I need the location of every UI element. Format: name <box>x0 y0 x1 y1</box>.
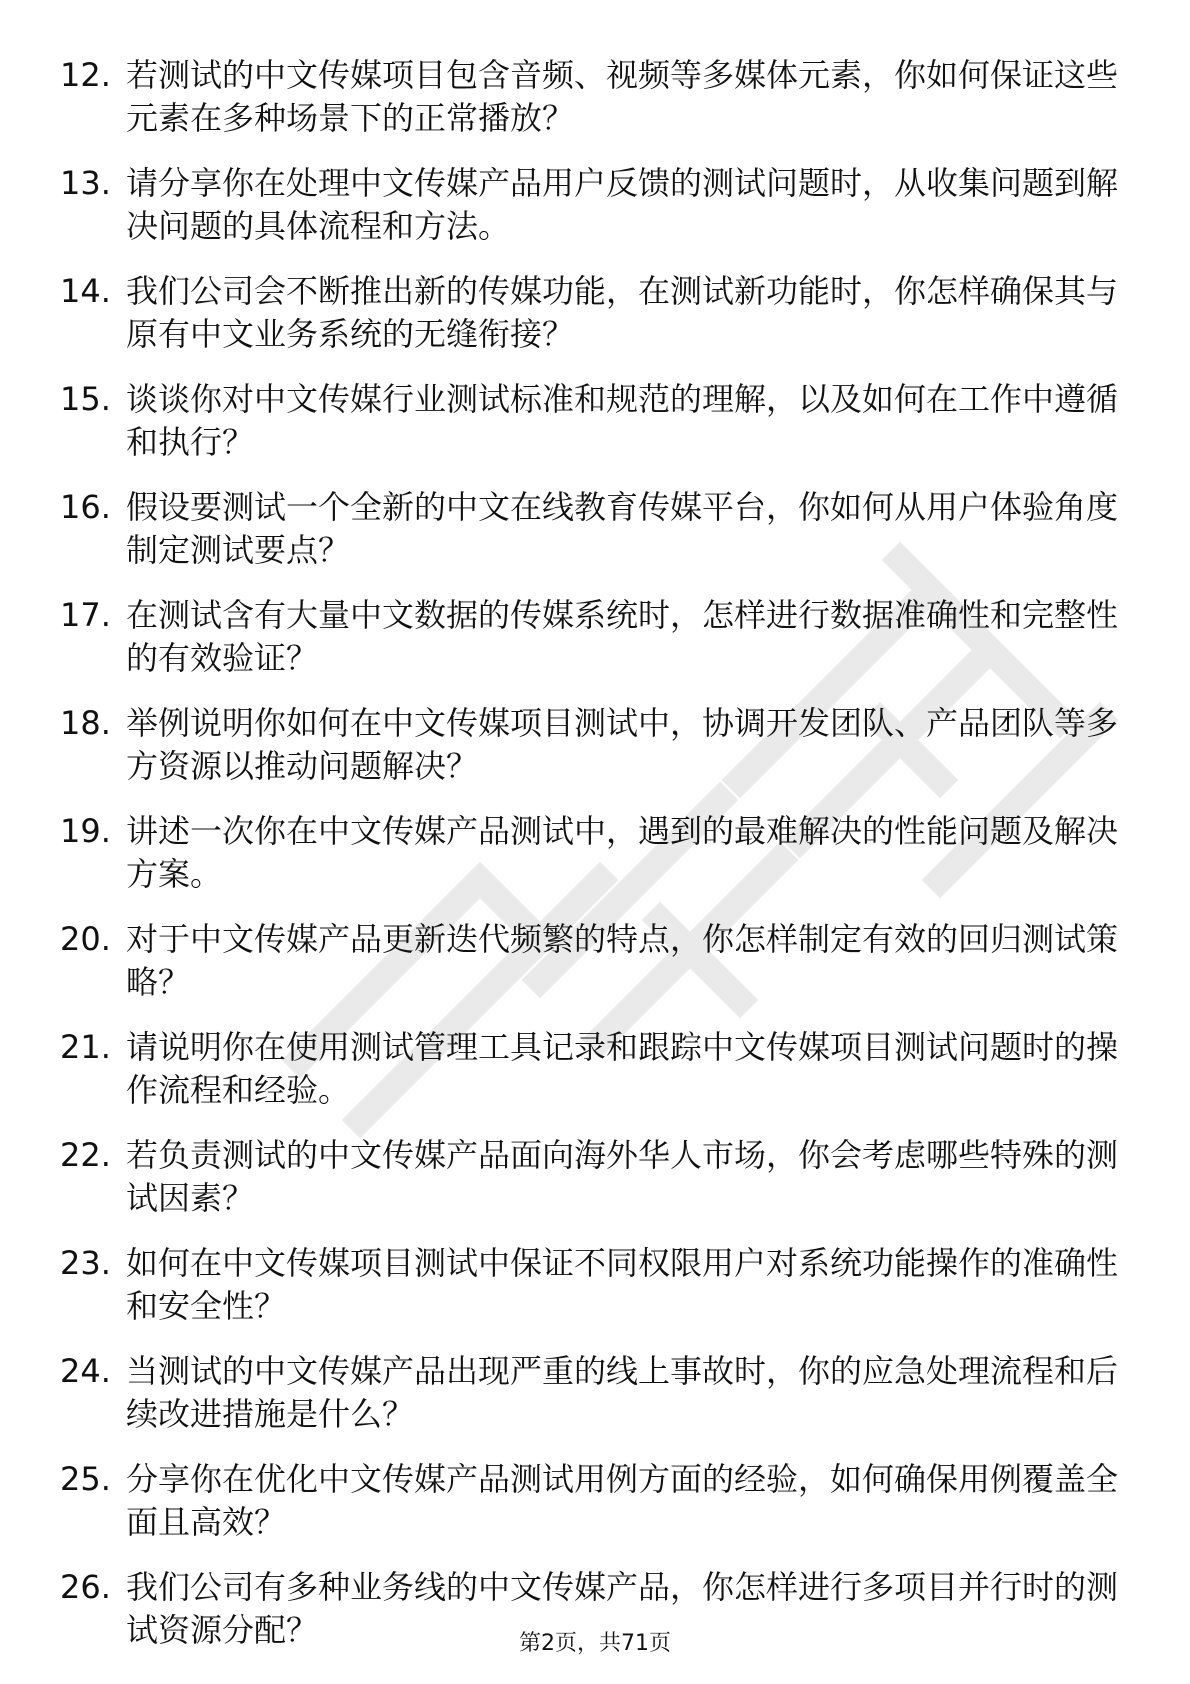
question-text: 在测试含有大量中文数据的传媒系统时，怎样进行数据准确性和完整性的有效验证？ <box>126 596 1119 677</box>
question-item-24 <box>60 1350 1120 1436</box>
question-text: 如何在中文传媒项目测试中保证不同权限用户对系统功能操作的准确性和安全性？ <box>126 1244 1119 1325</box>
question-item-21 <box>60 1026 1120 1112</box>
question-item-13 <box>60 162 1120 248</box>
question-text: 举例说明你如何在中文传媒项目测试中，协调开发团队、产品团队等多方资源以推动问题解决？ <box>126 704 1119 785</box>
question-item-19 <box>60 810 1120 896</box>
question-text: 假设要测试一个全新的中文在线教育传媒平台，你如何从用户体验角度制定测试要点？ <box>126 488 1119 569</box>
question-item-14 <box>60 270 1120 356</box>
question-text: 请分享你在处理中文传媒产品用户反馈的测试问题时，从收集问题到解决问题的具体流程和方法。 <box>126 164 1119 245</box>
question-text: 当测试的中文传媒产品出现严重的线上事故时，你的应急处理流程和后续改进措施是什么？ <box>126 1352 1119 1433</box>
question-item-25 <box>60 1458 1120 1544</box>
question-text: 分享你在优化中文传媒产品测试用例方面的经验，如何确保用例覆盖全面且高效？ <box>126 1460 1119 1541</box>
question-number: 15. <box>60 380 111 418</box>
question-number: 16. <box>60 488 111 526</box>
question-number: 19. <box>60 812 111 850</box>
question-text: 请说明你在使用测试管理工具记录和跟踪中文传媒项目测试问题时的操作流程和经验。 <box>126 1028 1119 1109</box>
question-text: 对于中文传媒产品更新迭代频繁的特点，你怎样制定有效的回归测试策略？ <box>126 920 1119 1001</box>
question-item-16 <box>60 486 1120 572</box>
question-item-12 <box>60 54 1120 140</box>
question-number: 24. <box>60 1352 111 1390</box>
question-number: 22. <box>60 1136 111 1174</box>
question-item-18 <box>60 702 1120 788</box>
question-text: 若测试的中文传媒项目包含音频、视频等多媒体元素，你如何保证这些元素在多种场景下的正常播放？ <box>126 56 1119 137</box>
question-item-20 <box>60 918 1120 1004</box>
question-text: 我们公司有多种业务线的中文传媒产品，你怎样进行多项目并行时的测试资源分配？ <box>126 1568 1119 1649</box>
question-number: 14. <box>60 272 111 310</box>
question-number: 18. <box>60 704 111 742</box>
question-number: 17. <box>60 596 111 634</box>
page-indicator: 第2页，共71页 <box>519 1631 671 1656</box>
question-number: 26. <box>60 1568 111 1606</box>
question-number: 12. <box>60 56 111 94</box>
question-text: 我们公司会不断推出新的传媒功能，在测试新功能时，你怎样确保其与原有中文业务系统的无缝衔接？ <box>126 272 1119 353</box>
question-item-17 <box>60 594 1120 680</box>
question-text: 讲述一次你在中文传媒产品测试中，遇到的最难解决的性能问题及解决方案。 <box>126 812 1119 893</box>
question-item-15 <box>60 378 1120 464</box>
page-footer <box>0 1630 1190 1658</box>
question-number: 13. <box>60 164 111 202</box>
question-item-22 <box>60 1134 1120 1220</box>
question-number: 25. <box>60 1460 111 1498</box>
question-text: 若负责测试的中文传媒产品面向海外华人市场，你会考虑哪些特殊的测试因素？ <box>126 1136 1119 1217</box>
question-number: 20. <box>60 920 111 958</box>
question-list <box>60 54 1120 1674</box>
question-item-23 <box>60 1242 1120 1328</box>
question-number: 23. <box>60 1244 111 1282</box>
question-text: 谈谈你对中文传媒行业测试标准和规范的理解，以及如何在工作中遵循和执行？ <box>126 380 1119 461</box>
question-number: 21. <box>60 1028 111 1066</box>
